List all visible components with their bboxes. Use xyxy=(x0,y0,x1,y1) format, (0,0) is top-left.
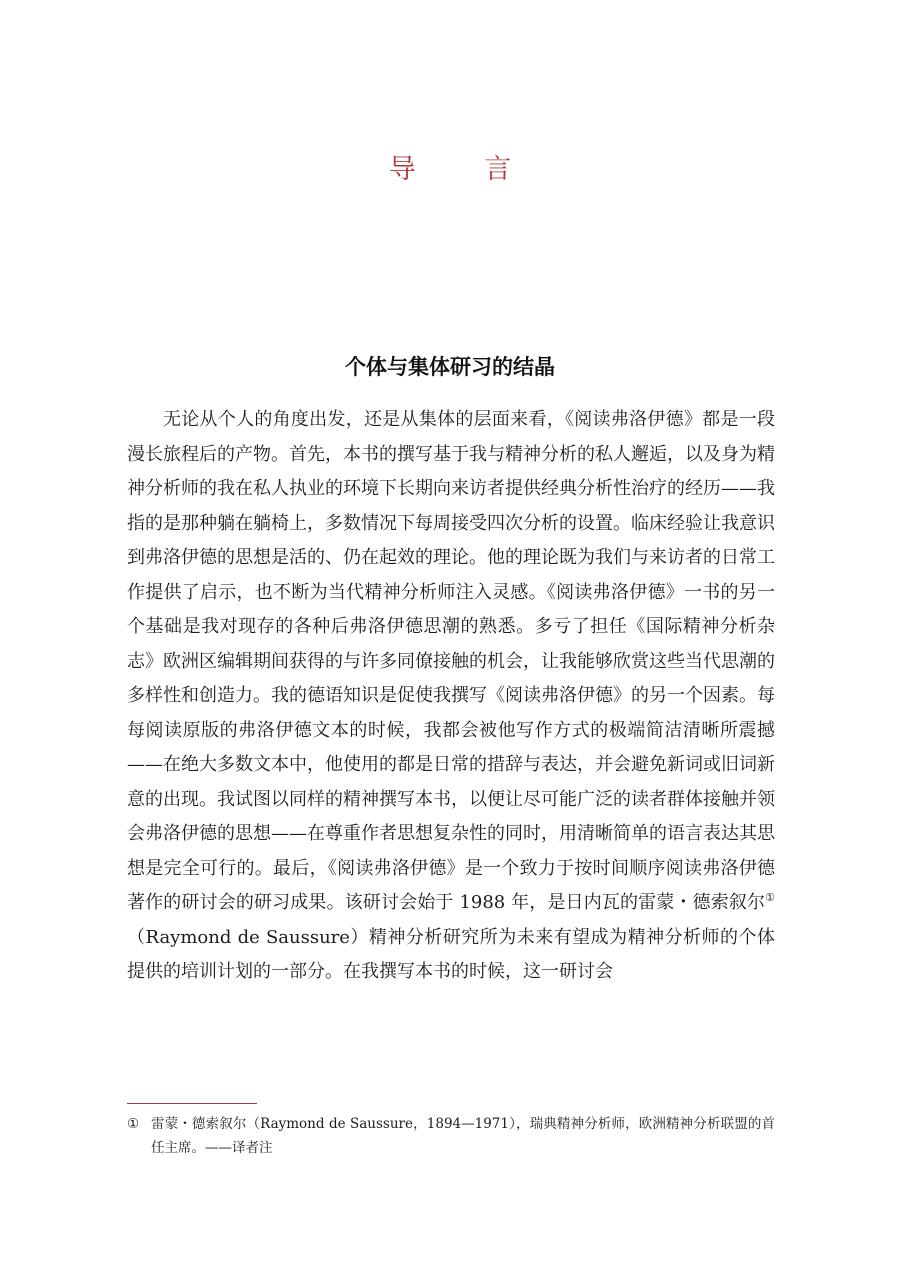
chapter-title: 导 言 xyxy=(388,154,542,185)
footnote-divider xyxy=(127,1103,257,1104)
footnote xyxy=(127,1112,775,1160)
footnote-reference[interactable]: ① xyxy=(765,891,775,904)
footnote-marker: ① xyxy=(127,1116,140,1132)
footnote-text: 雷蒙・德索叙尔（Raymond de Saussure，1894—1971），瑞典精神分析师，欧洲精神分析联盟的首任主席。——译者注 xyxy=(151,1116,775,1156)
body-paragraph xyxy=(127,403,775,990)
section-heading: 个体与集体研习的结晶 xyxy=(345,354,555,379)
body-text-part2: （Raymond de Saussure）精神分析研究所为未来有望成为精神分析师的个体提供的培训计划的一部分。在我撰写本书的时候，这一研讨会 xyxy=(127,926,775,982)
body-text-part1: 无论从个人的角度出发，还是从集体的层面来看，《阅读弗洛伊德》都是一段漫长旅程后的产物。首先，本书的撰写基于我与精神分析的私人邂逅，以及身为精神分析师的我在私人执业的环境下长期向来访者提供经典分析性治疗的经历——我指的是那种躺在躺椅上，多数情况下每周接受四次分析的设置。临床经验让我意识到弗洛伊德的思想是活的、仍在起效的理论。他的理论既为我们与来访者的日常工作提供了启示，也不断为当代精神分析师注入灵感。《阅读弗洛伊德》一书的另一个基础是我对现存的各种后弗洛伊德思潮的熟悉。多亏了担任《国际精神分析杂志》欧洲区编辑期间获得的与许多同僚接触的机会，让我能够欣赏这些当代思潮的多样性和创造力。我的德语知识是促使我撰写《阅读弗洛伊德》的另一个因素。每每阅读原版的弗洛伊德文本的时候，我都会被他写作方式的极端简洁清晰所震撼——在绝大多数文本中，他使用的都是日常的措辞与表达，并会避免新词或旧词新意的出现。我试图以同样的精神撰写本书，以便让尽可能广泛的读者群体接触并领会弗洛伊德的思想——在尊重作者思想复杂性的同时，用清晰简单的语言表达其思想是完全可行的。最后，《阅读弗洛伊德》是一个致力于按时间顺序阅读弗洛伊德著作的研讨会的研习成果。该研讨会始于 1988 年，是日内瓦的雷蒙・德索叙尔 xyxy=(127,409,775,913)
